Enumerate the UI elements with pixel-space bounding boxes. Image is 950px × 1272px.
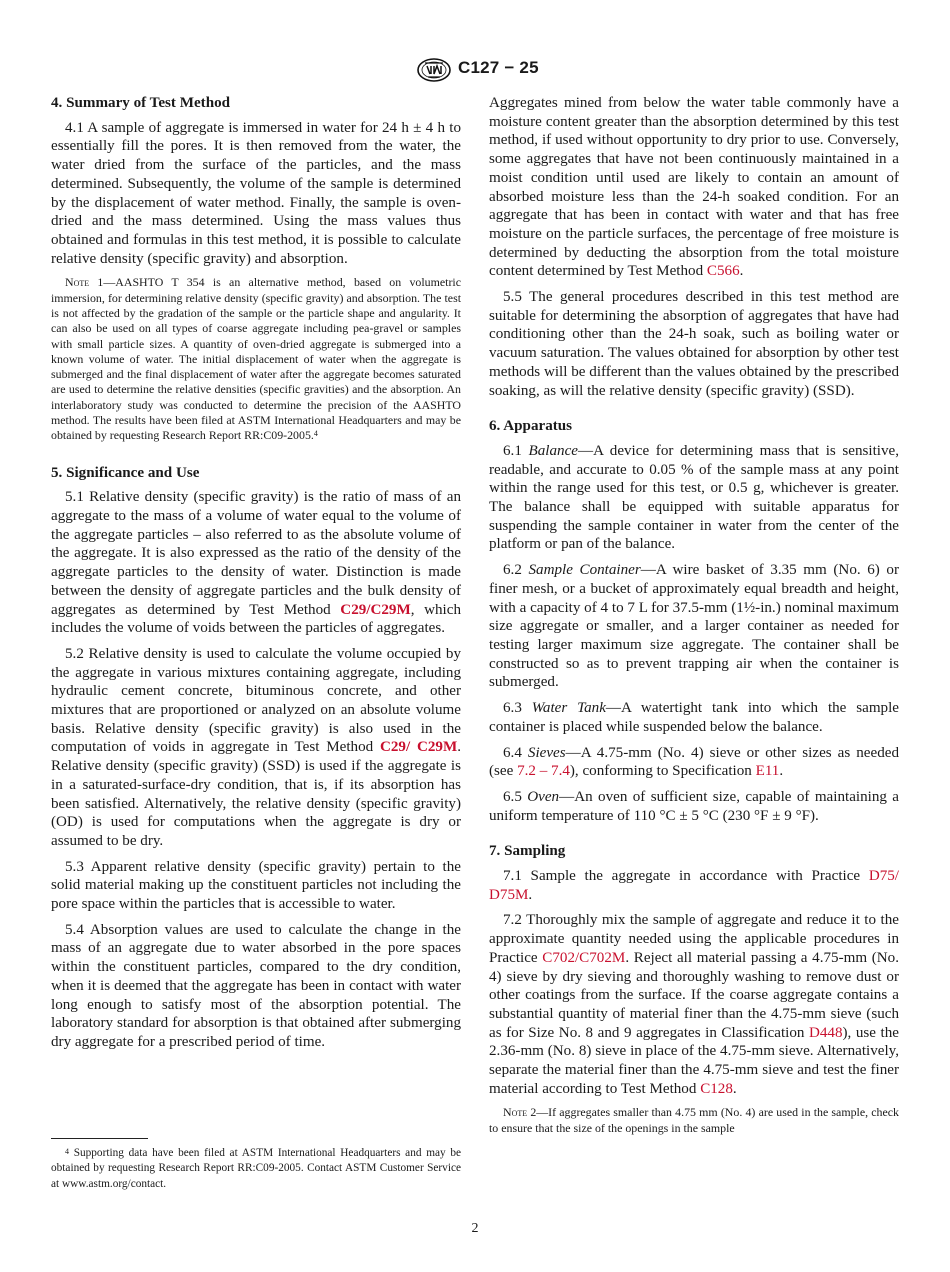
document-designation: C127 − 25 bbox=[458, 58, 539, 77]
paragraph-4-1: 4.1 A sample of aggregate is immersed in water for 24 h ± 4 h to essentially fill the pores. It is then removed from the water, the water dried from the surface of the particles, and the mass determined. Subsequently, the volume of the sample is determined by the displacement of water method. Finally, the sample is oven-dried and the mass determined. Using the mass values thus obtained and formulas in this test method, it is possible to calculate relative density (specific gravity) and absorption. bbox=[51, 119, 461, 267]
paragraph-5-5: 5.5 The general procedures described in this test method are suitable for determining the absorption of aggregates that have had conditioning other than the 24-h soak, such as boiling water or vacuum saturation. The values obtained for absorption by other test methods will be different than the values obtained by the prescribed soaking, as will the relative density (specific gravity) (SSD). bbox=[489, 289, 899, 399]
p6-2-text: —A wire basket of 3.35 mm (No. 6) or finer mesh, or a bucket of approximately equal breadth and height, with a capacity of 4 to 7 L for 37.5-mm (1½-in.) nominal maximum size aggregate or smaller, and a larger container as needed for testing larger maximum size aggregate. The container shall be constructed so as to prevent trapping air when the container is submerged. bbox=[489, 562, 900, 691]
p7-2-text-a: 7.2 Thoroughly mix the sample of aggregate and reduce it to the approximate quantity needed using the applicable procedures in Practice bbox=[489, 912, 899, 966]
paragraph-5-4-cont-text-b: . bbox=[739, 263, 744, 280]
term-oven: Oven bbox=[527, 788, 560, 805]
link-e11[interactable]: E11 bbox=[755, 763, 780, 780]
paragraph-5-2-text-a: 5.2 Relative density is used to calculate the volume occupied by the aggregate in various mixtures containing aggregate, including hydraulic cement concrete, bituminous concrete, and other mixtures that are proportioned or analyzed on an absolute volume basis. Relative density (specific gravity) is also used in the computation of voids in aggregate in Test Method bbox=[51, 645, 461, 756]
term-sample-container: Sample Container bbox=[528, 562, 641, 579]
p7-2-text-c: ), use the 2.36-mm (No. 8) sieve in place of the 4.75-mm sieve. Alternatively, separate the material finer than the 4.75-mm sieve and test the finer material according to Test Method bbox=[489, 1024, 899, 1097]
p6-5-text: —An oven of sufficient size, capable of maintaining a uniform temperature of 110 °C ± 5 °C (230 °F ± 9 °F). bbox=[489, 788, 899, 824]
link-c29-2[interactable]: C29/ C29M bbox=[379, 739, 458, 756]
paragraph-6-3 bbox=[489, 699, 899, 736]
p6-1-num: 6.1 bbox=[503, 442, 529, 459]
link-c128[interactable]: C128 bbox=[700, 1080, 733, 1097]
page-header bbox=[0, 57, 950, 83]
left-column bbox=[51, 94, 461, 1059]
footnote-divider bbox=[51, 1138, 148, 1139]
paragraph-5-2-text-b: . Relative density (specific gravity) (SSD) is used if the aggregate is in a saturated-surface-dry condition, that is, if its absorption has been satisfied. Alternatively, the relative density (specific gravity) (OD) is used for computations when the aggregate is dry or assumed to be dry. bbox=[51, 739, 461, 849]
link-7-2-7-4[interactable]: 7.2 – 7.4 bbox=[517, 763, 570, 780]
p6-4-text-b: ), conforming to Specification bbox=[569, 763, 756, 780]
paragraph-5-2 bbox=[51, 645, 461, 851]
link-d75[interactable]: D75/ D75M bbox=[489, 868, 899, 903]
paragraph-7-2 bbox=[489, 911, 899, 1098]
note-2-text: 2—If aggregates smaller than 4.75 mm (No. 4) are used in the sample, check to ensure that the size of the openings in the sample bbox=[489, 1105, 899, 1135]
paragraph-7-1 bbox=[489, 867, 899, 904]
paragraph-5-1-text-a: 5.1 Relative density (specific gravity) is the ratio of mass of an aggregate to the mass of a volume of water equal to the volume of the aggregate particles – also referred to as the absolute volume of the aggregate. It is also expressed as the ratio of the density of the aggregate particles to the density of water. Distinction is made between the density of aggregate particles and the bulk density of aggregates as determined by Test Method bbox=[51, 489, 461, 618]
link-d448[interactable]: D448 bbox=[808, 1024, 843, 1041]
link-c29[interactable]: C29/C29M bbox=[340, 601, 411, 618]
link-c566[interactable]: C566 bbox=[706, 263, 740, 280]
page-number: 2 bbox=[471, 1221, 479, 1236]
p7-1-text-a: 7.1 Sample the aggregate in accordance with Practice bbox=[503, 868, 869, 885]
paragraph-6-1 bbox=[489, 442, 899, 554]
note-2-label: Note bbox=[503, 1105, 528, 1120]
paragraph-6-5 bbox=[489, 788, 899, 825]
p6-3-text: —A watertight tank into which the sample container is placed while suspended below the balance. bbox=[489, 700, 899, 735]
paragraph-5-1-text-b: , which includes the volume of voids between the particles of aggregates. bbox=[51, 601, 461, 637]
p7-2-text-b: . Reject all material passing a 4.75-mm (No. 4) sieve by dry sieving and thoroughly washing to remove dust or other coatings from the surface. If the coarse aggregate contains a substantial quantity of material finer than the 4.75-mm sieve (such as for Size No. 8 and 9 aggregates in Classification bbox=[489, 949, 899, 1041]
right-column bbox=[489, 94, 899, 1146]
p6-1-text: —A device for determining mass that is sensitive, readable, and accurate to 0.05 % of the sample mass at any point within the range used for this test, or 0.5 g, whichever is greater. The balance shall be equipped with suitable apparatus for suspending the sample container in water from the center of the platform or pan of the balance. bbox=[489, 442, 900, 553]
note-1-label: Note bbox=[65, 275, 90, 290]
paragraph-5-4-continued bbox=[489, 94, 899, 281]
term-balance: Balance bbox=[528, 442, 578, 459]
section-7-title: 7. Sampling bbox=[489, 843, 566, 860]
footnote-4-marker: 4 bbox=[65, 1147, 69, 1156]
note-1-text: 1—AASHTO T 354 is an alternative method, based on volumetric immersion, for determining relative density (specific gravity) and absorption. The test is not affected by the gradation of the sample or the particle shape and angularity. It can also be used on all types of coarse aggregate including pea-gravel or samples with small particle sizes. A quantity of oven-dried aggregate is submerged into a known volume of water. The initial displacement of water when the aggregate is submerged and the final displacement of water after the aggregate becomes saturated are used to determine the relative densities (specific gravities) and the absorption. An interlaboratory study was conducted to determine the precision of the AASHTO method. The results have been filed at ASTM International Headquarters and may be obtained by requesting Research Report RR:C09-2005. bbox=[51, 275, 461, 443]
section-6-title: 6. Apparatus bbox=[489, 418, 573, 435]
paragraph-5-3: 5.3 Apparent relative density (specific gravity) pertain to the solid material making up the constituent particles not including the pore space within the particles that is accessible to water. bbox=[51, 858, 461, 913]
p6-3-num: 6.3 bbox=[503, 700, 532, 717]
paragraph-6-2 bbox=[489, 561, 899, 692]
footnote-4-text: Supporting data have been filed at ASTM International Headquarters and may be obtained by requesting Research Report RR:C09-2005. Contact ASTM Customer Service at www.astm.org/contact. bbox=[51, 1147, 461, 1190]
section-4-title: 4. Summary of Test Method bbox=[51, 95, 231, 111]
link-c702[interactable]: C702/C702M bbox=[542, 949, 626, 966]
paragraph-5-4: 5.4 Absorption values are used to calculate the change in the mass of an aggregate due to water absorbed in the pore spaces within the constituent particles, compared to the dry condition, when it is deemed that the aggregate has been in contact with water long enough to satisfy most of the absorption potential. The laboratory standard for absorption is that obtained after submerging dry aggregate for a prescribed period of time. bbox=[51, 921, 461, 1050]
p7-2-text-d: . bbox=[732, 1080, 737, 1097]
note-2 bbox=[489, 1105, 899, 1136]
footnote-ref-4[interactable]: 4 bbox=[313, 429, 318, 439]
p6-2-num: 6.2 bbox=[503, 562, 529, 579]
paragraph-6-4 bbox=[489, 744, 899, 781]
p6-4-num: 6.4 bbox=[503, 744, 528, 761]
astm-logo-icon bbox=[416, 57, 452, 83]
footnote-4 bbox=[51, 1146, 461, 1192]
p6-4-text-a: —A 4.75-mm (No. 4) sieve or other sizes as needed (see bbox=[489, 744, 900, 780]
p6-5-num: 6.5 bbox=[503, 788, 528, 805]
term-water-tank: Water Tank bbox=[531, 700, 606, 717]
note-1 bbox=[51, 275, 461, 443]
paragraph-5-1 bbox=[51, 488, 461, 638]
term-sieves: Sieves bbox=[527, 744, 566, 761]
paragraph-5-4-cont-text-a: Aggregates mined from below the water table commonly have a moisture content greater than the absorption determined by this test method, if used without opportunity to dry prior to use. Conversely, some aggregates that have not been continuously maintained in a moist condition until used are likely to contain an amount of absorbed moisture less than the 24-h soaked condition. For an aggregate that has been in contact with water and that has free moisture on the particle surfaces, the percentage of free moisture is determined by deducting the absorption from the total moisture content determined by Test Method bbox=[489, 95, 899, 280]
p6-4-text-c: . bbox=[779, 763, 784, 780]
p7-1-text-b: . bbox=[528, 886, 533, 903]
section-5-title: 5. Significance and Use bbox=[51, 464, 200, 481]
